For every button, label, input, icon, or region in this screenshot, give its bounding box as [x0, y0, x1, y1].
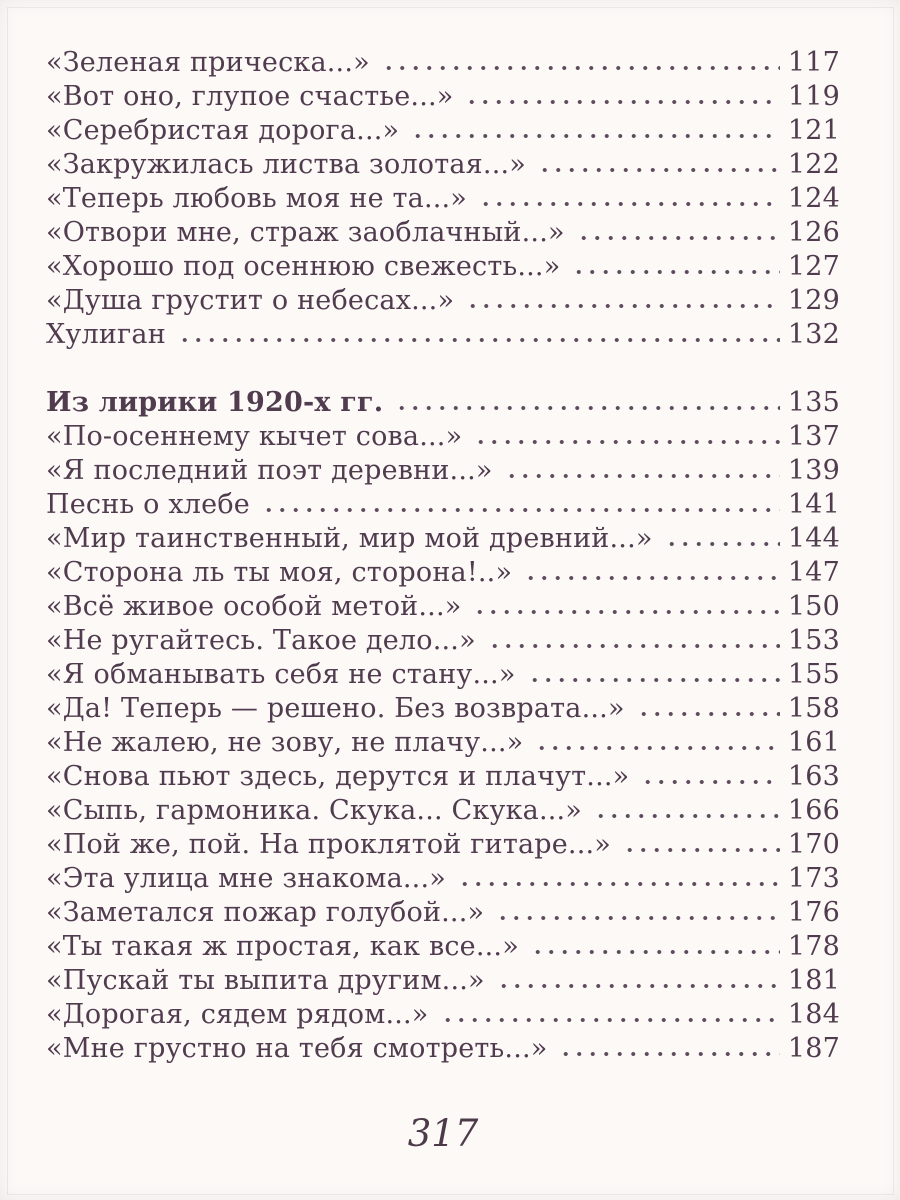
dot-leader	[536, 151, 780, 173]
toc-entry-title: «Закружилась листва золотая...»	[46, 149, 526, 180]
toc-page-number: 166	[787, 795, 840, 826]
dot-leader	[464, 287, 780, 309]
toc-entry-title: «Пой же, пой. На проклятой гитаре...»	[46, 829, 611, 860]
dot-leader	[570, 253, 780, 275]
toc-entry-title: «Ты такая ж простая, как все...»	[46, 931, 519, 962]
toc-row	[46, 726, 840, 760]
toc-row	[46, 998, 840, 1032]
toc-page-number: 150	[787, 591, 840, 622]
toc-entry-title: «Вот оно, глупое счастье...»	[46, 81, 454, 112]
toc-page-number: 155	[787, 659, 840, 690]
dot-leader	[486, 627, 780, 649]
dot-leader	[471, 593, 780, 615]
toc-entry-title: «Хорошо под осеннюю свежесть...»	[46, 251, 561, 282]
toc-entry-title: «Сыпь, гармоника. Скука... Скука...»	[46, 795, 583, 826]
toc-row	[46, 828, 840, 862]
toc-row	[46, 658, 840, 692]
toc-row	[46, 148, 840, 182]
dot-leader	[503, 457, 780, 479]
toc-page-number: 170	[787, 829, 840, 860]
dot-leader	[575, 219, 780, 241]
toc-entry-title: «По-осеннему кычет сова...»	[46, 421, 463, 452]
dot-leader	[260, 491, 780, 513]
toc-page-number: 178	[787, 931, 840, 962]
dot-leader	[380, 49, 780, 71]
toc-row	[46, 114, 840, 148]
toc-page-number: 187	[787, 1033, 840, 1064]
toc-row	[46, 182, 840, 216]
toc-entry-title: «Серебристая дорога...»	[46, 115, 400, 146]
toc-section-header	[46, 386, 840, 420]
dot-leader	[477, 185, 780, 207]
toc-section-title: Из лирики 1920-х гг.	[46, 387, 384, 418]
toc-row	[46, 624, 840, 658]
toc-page-number: 147	[787, 557, 840, 588]
toc-page-number: 117	[787, 47, 840, 78]
dot-leader	[533, 729, 780, 751]
dot-leader	[592, 797, 780, 819]
dot-leader	[621, 831, 780, 853]
toc-row	[46, 250, 840, 284]
toc-row	[46, 420, 840, 454]
toc-row	[46, 80, 840, 114]
toc-page-number: 153	[787, 625, 840, 656]
toc-entry-title: «Заметался пожар голубой...»	[46, 897, 485, 928]
dot-leader	[463, 83, 780, 105]
toc-page-number: 126	[787, 217, 840, 248]
toc-page-number: 161	[787, 727, 840, 758]
dot-leader	[456, 865, 780, 887]
toc-entry-title: «Мир таинственный, мир мой древний...»	[46, 523, 653, 554]
dot-leader	[393, 389, 780, 411]
toc-row	[46, 284, 840, 318]
toc-entry-title: «Я обманывать себя не стану...»	[46, 659, 516, 690]
dot-leader	[635, 695, 780, 717]
dot-leader	[639, 763, 780, 785]
toc-row	[46, 930, 840, 964]
toc-entry-title: «Не ругайтесь. Такое дело...»	[46, 625, 476, 656]
toc-page-number: 184	[787, 999, 840, 1030]
toc-row	[46, 454, 840, 488]
toc-entry-title: «Отвори мне, страж заоблачный...»	[46, 217, 565, 248]
dot-leader	[557, 1035, 780, 1057]
toc-page-number: 135	[787, 387, 840, 418]
toc-page-number: 141	[787, 489, 840, 520]
toc-entry-title: «Теперь любовь моя не та...»	[46, 183, 468, 214]
toc-page-number: 129	[787, 285, 840, 316]
toc-row	[46, 964, 840, 998]
toc-row	[46, 760, 840, 794]
toc-entry-title: «Не жалею, не зову, не плачу...»	[46, 727, 524, 758]
dot-leader	[472, 423, 780, 445]
toc-entry-title: «Да! Теперь — решено. Без возврата...»	[46, 693, 625, 724]
toc-page-number: 137	[787, 421, 840, 452]
dot-leader	[176, 321, 780, 343]
toc-row	[46, 862, 840, 896]
toc-row	[46, 216, 840, 250]
toc-entry-title: «Эта улица мне знакома...»	[46, 863, 446, 894]
toc-page-number: 176	[787, 897, 840, 928]
toc-page-number: 163	[787, 761, 840, 792]
toc-row	[46, 46, 840, 80]
toc-list	[46, 46, 840, 1066]
toc-row	[46, 488, 840, 522]
toc-page-number: 124	[787, 183, 840, 214]
page-number: 317	[407, 1112, 479, 1155]
toc-row	[46, 1032, 840, 1066]
toc-page-number: 121	[787, 115, 840, 146]
toc-entry-title: «Я последний поэт деревни...»	[46, 455, 493, 486]
toc-row	[46, 318, 840, 352]
toc-page-number: 181	[787, 965, 840, 996]
dot-leader	[663, 525, 780, 547]
toc-page-number: 119	[787, 81, 840, 112]
toc-row	[46, 522, 840, 556]
dot-leader	[529, 933, 780, 955]
toc-entry-title: «Сторона ль ты моя, сторона!..»	[46, 557, 513, 588]
dot-leader	[522, 559, 780, 581]
toc-row	[46, 556, 840, 590]
toc-entry-title: Песнь о хлебе	[46, 489, 250, 520]
toc-row	[46, 794, 840, 828]
toc-entry-title: «Пускай ты выпита другим...»	[46, 965, 485, 996]
toc-row	[46, 590, 840, 624]
toc-entry-title: Хулиган	[46, 319, 166, 350]
dot-leader	[409, 117, 780, 139]
toc-row	[46, 692, 840, 726]
dot-leader	[494, 899, 780, 921]
dot-leader	[439, 1001, 780, 1023]
toc-entry-title: «Всё живое особой метой...»	[46, 591, 462, 622]
toc-row	[46, 896, 840, 930]
toc-page-number: 139	[787, 455, 840, 486]
toc-page-number: 132	[787, 319, 840, 350]
toc-entry-title: «Душа грустит о небесах...»	[46, 285, 455, 316]
dot-leader	[526, 661, 780, 683]
toc-entry-title: «Зеленая прическа...»	[46, 47, 370, 78]
toc-page-number: 144	[787, 523, 840, 554]
toc-page-number: 127	[787, 251, 840, 282]
dot-leader	[495, 967, 780, 989]
toc-entry-title: «Снова пьют здесь, дерутся и плачут...»	[46, 761, 630, 792]
toc-page-number: 158	[787, 693, 840, 724]
toc-page-number: 173	[787, 863, 840, 894]
toc-page-number: 122	[787, 149, 840, 180]
toc-section-gap	[46, 352, 840, 386]
toc-entry-title: «Дорогая, сядем рядом...»	[46, 999, 429, 1030]
toc-entry-title: «Мне грустно на тебя смотреть...»	[46, 1033, 548, 1064]
